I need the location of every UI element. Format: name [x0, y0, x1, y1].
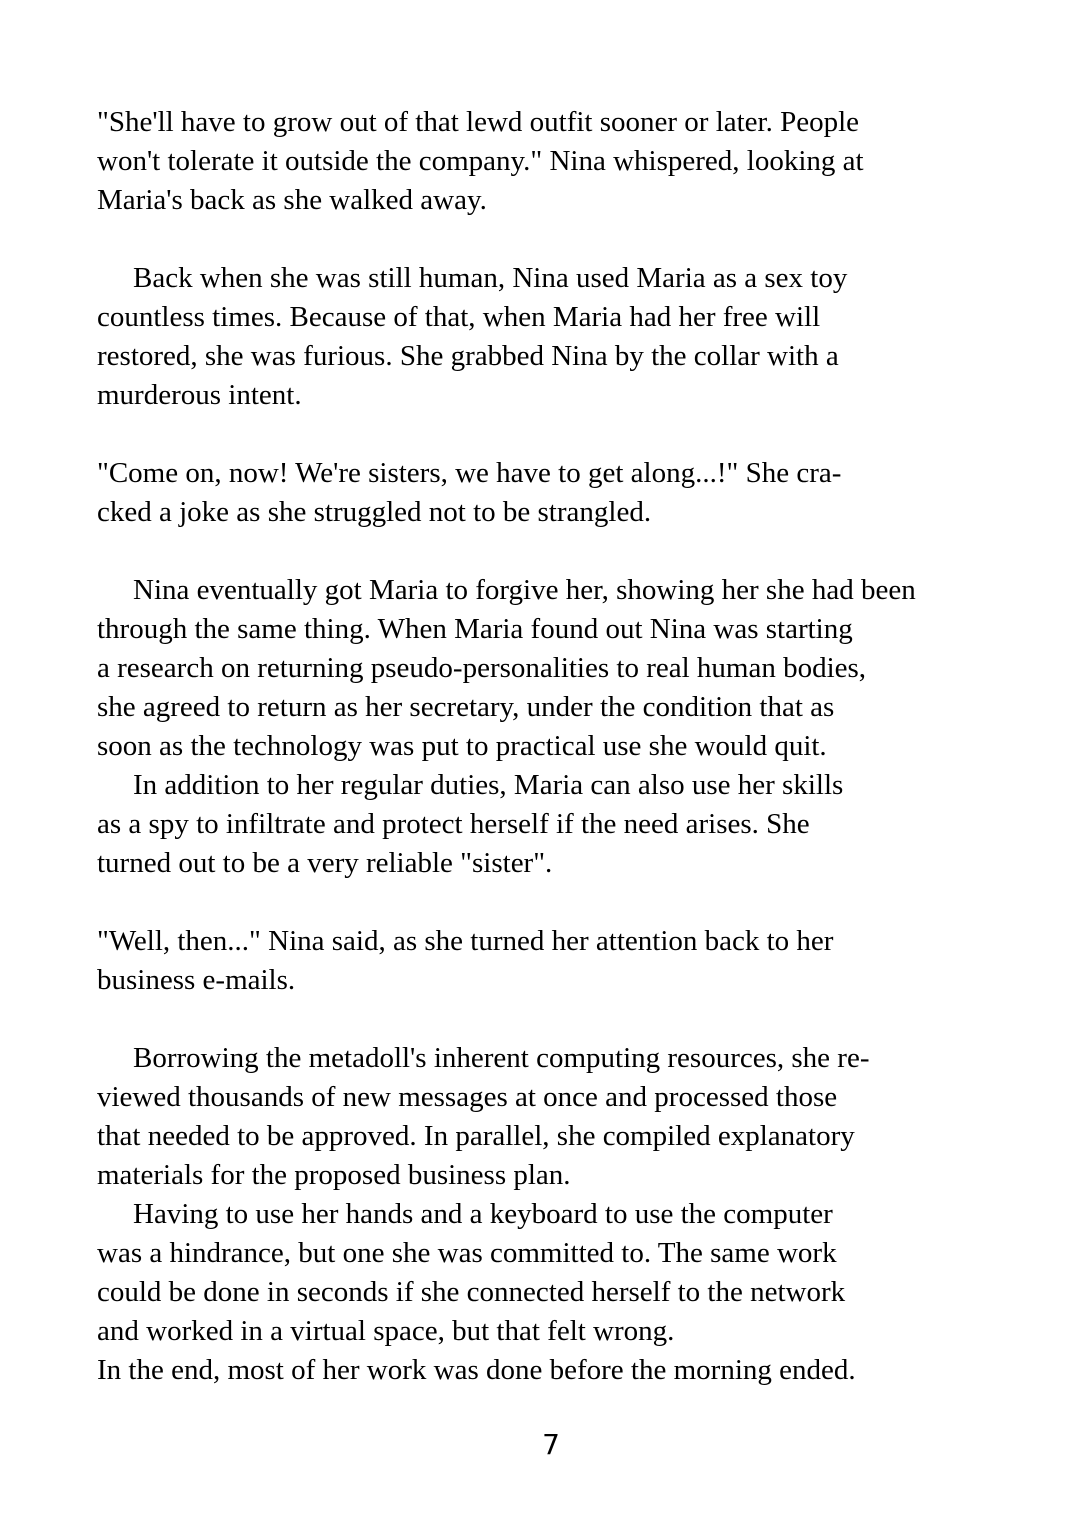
text-line: materials for the proposed business plan. [97, 1159, 571, 1191]
text-line: won't tolerate it outside the company." Nina whispered, looking at [97, 145, 864, 177]
text-line: Nina eventually got Maria to forgive her, showing her she had been [133, 574, 916, 606]
text-line: turned out to be a very reliable "sister". [97, 847, 553, 879]
text-line: as a spy to infiltrate and protect herself if the need arises. She [97, 808, 810, 840]
text-line: In the end, most of her work was done before the morning ended. [97, 1354, 856, 1386]
text-line: Having to use her hands and a keyboard to use the computer [133, 1198, 833, 1230]
paragraph [97, 571, 1010, 766]
paragraph [97, 103, 1010, 220]
text-line: was a hindrance, but one she was committed to. The same work [97, 1237, 837, 1269]
text-line: a research on returning pseudo-personalities to real human bodies, [97, 652, 867, 684]
text-line: and worked in a virtual space, but that felt wrong. [97, 1315, 675, 1347]
paragraph [97, 1195, 1010, 1351]
text-line: restored, she was furious. She grabbed Nina by the collar with a [97, 340, 839, 372]
text-line: she agreed to return as her secretary, under the condition that as [97, 691, 835, 723]
text-line: countless times. Because of that, when Maria had her free will [97, 301, 821, 333]
paragraph [97, 922, 1010, 1000]
text-line: cked a joke as she struggled not to be strangled. [97, 496, 652, 528]
text-line: viewed thousands of new messages at once and processed those [97, 1081, 838, 1113]
text-line: that needed to be approved. In parallel, she compiled explanatory [97, 1120, 855, 1152]
text-line: murderous intent. [97, 379, 302, 411]
text-line: "Come on, now! We're sisters, we have to get along...!" She cra- [97, 457, 842, 489]
text-line: In addition to her regular duties, Maria can also use her skills [133, 769, 844, 801]
text-line: through the same thing. When Maria found out Nina was starting [97, 613, 853, 645]
text-line: soon as the technology was put to practical use she would quit. [97, 730, 827, 762]
text-line: could be done in seconds if she connected herself to the network [97, 1276, 846, 1308]
text-line: Borrowing the metadoll's inherent computing resources, she re- [133, 1042, 870, 1074]
text-line: business e-mails. [97, 964, 296, 996]
page-number: 7 [542, 1428, 560, 1461]
text-line: Back when she was still human, Nina used Maria as a sex toy [133, 262, 848, 294]
paragraph [97, 1039, 1010, 1195]
paragraph [97, 766, 1010, 883]
paragraph [97, 1351, 1010, 1390]
text-line: Maria's back as she walked away. [97, 184, 487, 216]
paragraph [97, 454, 1010, 532]
text-line: "Well, then..." Nina said, as she turned her attention back to her [97, 925, 834, 957]
text-line: "She'll have to grow out of that lewd outfit sooner or later. People [97, 106, 860, 138]
paragraph [97, 259, 1010, 415]
